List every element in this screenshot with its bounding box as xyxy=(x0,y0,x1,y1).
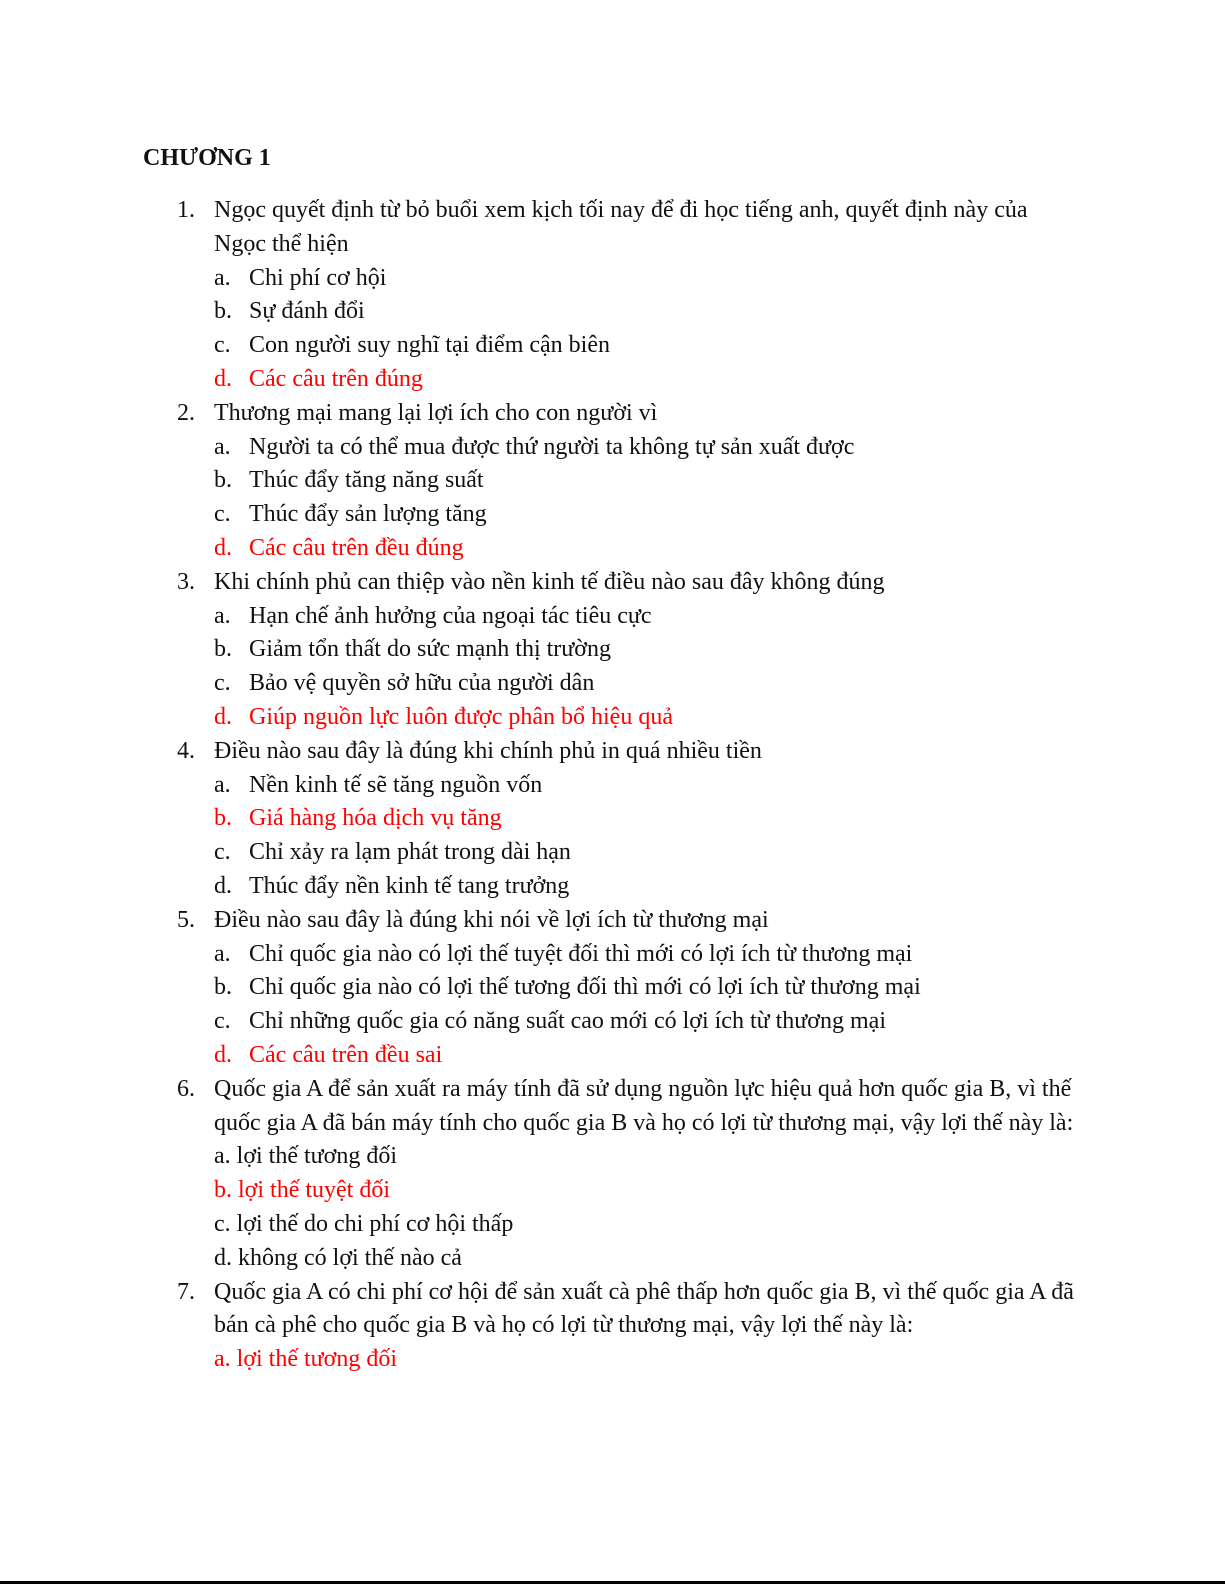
answer-option-correct xyxy=(0,532,1225,566)
answer-option xyxy=(0,262,1225,296)
question-row xyxy=(0,397,1225,431)
answer-option xyxy=(0,870,1225,904)
option-letter: d. xyxy=(214,365,232,392)
option-text: Bảo vệ quyền sở hữu của người dân xyxy=(249,670,595,697)
option-text: Giúp nguồn lực luôn được phân bổ hiệu quả xyxy=(249,703,673,730)
answer-option xyxy=(0,600,1225,634)
answer-option xyxy=(0,1005,1225,1039)
option-letter: c. xyxy=(214,839,231,866)
option-letter: a. xyxy=(214,264,231,291)
option-letter: b. xyxy=(214,805,232,832)
answer-option xyxy=(0,633,1225,667)
option-letter: c. xyxy=(214,501,231,528)
answer-option xyxy=(0,1242,1225,1276)
question-row xyxy=(0,1073,1225,1141)
option-letter: c. xyxy=(214,1008,231,1035)
answer-option-correct xyxy=(0,363,1225,397)
option-text: Con người suy nghĩ tại điểm cận biên xyxy=(249,332,610,359)
question-item xyxy=(0,194,1225,397)
answer-option-correct xyxy=(0,1174,1225,1208)
option-text: Giảm tổn thất do sức mạnh thị trường xyxy=(249,636,611,663)
option-letter: b. xyxy=(214,974,232,1001)
option-text: Thúc đẩy sản lượng tăng xyxy=(249,501,487,528)
option-letter: b. xyxy=(214,467,232,494)
question-number: 5. xyxy=(177,906,195,933)
question-row xyxy=(0,735,1225,769)
question-text: Điều nào sau đây là đúng khi nói về lợi ích từ thương mại xyxy=(214,906,769,933)
option-text: Thúc đẩy tăng năng suất xyxy=(249,467,484,494)
question-item xyxy=(0,397,1225,566)
option-letter: d. xyxy=(214,1041,232,1068)
option-text: Sự đánh đổi xyxy=(249,298,365,325)
option-letter: d. xyxy=(214,872,232,899)
answer-option xyxy=(0,667,1225,701)
option-letter: b. xyxy=(214,636,232,663)
option-text: Thúc đẩy nền kinh tế tang trưởng xyxy=(249,872,570,899)
option-text: Chỉ quốc gia nào có lợi thế tương đối thì mới có lợi ích từ thương mại xyxy=(249,974,921,1001)
question-text: Quốc gia A có chi phí cơ hội để sản xuất cà phê thấp hơn quốc gia B, vì thế quốc gia A đã bán cà phê cho quốc gia B và họ có lợi từ thương mại, vậy lợi thế này là: xyxy=(214,1278,1074,1339)
question-row xyxy=(0,194,1225,262)
question-text: Ngọc quyết định từ bỏ buổi xem kịch tối nay để đi học tiếng anh, quyết định này của Ngọc thể hiện xyxy=(214,197,1028,257)
question-number: 7. xyxy=(177,1278,195,1305)
option-list xyxy=(0,769,1225,904)
answer-option xyxy=(0,938,1225,972)
answer-option xyxy=(0,329,1225,363)
option-text: lợi thế do chi phí cơ hội thấp xyxy=(236,1210,514,1237)
question-item xyxy=(0,566,1225,735)
option-letter: b. xyxy=(214,1177,232,1204)
option-text: lợi thế tuyệt đối xyxy=(238,1177,391,1204)
question-number: 2. xyxy=(177,399,195,426)
option-text: không có lợi thế nào cả xyxy=(238,1244,462,1271)
question-number: 3. xyxy=(177,568,195,595)
answer-option-correct xyxy=(0,701,1225,735)
option-text: Các câu trên đều đúng xyxy=(249,534,464,561)
option-list xyxy=(0,1343,1225,1377)
option-text: Chỉ những quốc gia có năng suất cao mới có lợi ích từ thương mại xyxy=(249,1008,886,1035)
option-letter: a. xyxy=(214,771,231,798)
question-list xyxy=(0,194,1225,1377)
option-letter: a. xyxy=(214,1346,231,1373)
question-number: 6. xyxy=(177,1075,195,1102)
answer-option-correct xyxy=(0,802,1225,836)
answer-option-correct xyxy=(0,1039,1225,1073)
option-letter: c. xyxy=(214,332,231,359)
option-text: Các câu trên đúng xyxy=(249,365,423,392)
option-text: Hạn chế ảnh hưởng của ngoại tác tiêu cực xyxy=(249,602,652,629)
question-number: 4. xyxy=(177,737,195,764)
option-text: Người ta có thể mua được thứ người ta không tự sản xuất được xyxy=(249,433,855,460)
option-letter: a. xyxy=(214,433,231,460)
answer-option xyxy=(0,971,1225,1005)
question-row xyxy=(0,904,1225,938)
option-list xyxy=(0,431,1225,566)
question-item xyxy=(0,904,1225,1073)
question-text: Khi chính phủ can thiệp vào nền kinh tế điều nào sau đây không đúng xyxy=(214,568,885,595)
option-text: Chỉ xảy ra lạm phát trong dài hạn xyxy=(249,839,571,866)
option-list xyxy=(0,262,1225,397)
page-bottom-rule xyxy=(0,1581,1225,1584)
answer-option xyxy=(0,498,1225,532)
answer-option xyxy=(0,431,1225,465)
question-number: 1. xyxy=(177,197,195,223)
answer-option-correct xyxy=(0,1343,1225,1377)
option-letter: d. xyxy=(214,534,232,561)
option-letter: b. xyxy=(214,298,232,325)
option-list xyxy=(0,600,1225,735)
option-text: Giá hàng hóa dịch vụ tăng xyxy=(249,805,502,832)
option-letter: c. xyxy=(214,670,231,697)
question-text: Thương mại mang lại lợi ích cho con người vì xyxy=(214,399,658,426)
answer-option xyxy=(0,769,1225,803)
option-text: Chi phí cơ hội xyxy=(249,264,387,291)
option-text: lợi thế tương đối xyxy=(236,1143,398,1170)
option-list xyxy=(0,1140,1225,1275)
option-list xyxy=(0,938,1225,1073)
question-text: Quốc gia A để sản xuất ra máy tính đã sử dụng nguồn lực hiệu quả hơn quốc gia B, vì thế quốc gia A đã bán máy tính cho quốc gia B và họ có lợi từ thương mại, vậy lợi thế này là: xyxy=(214,1075,1074,1136)
answer-option xyxy=(0,1140,1225,1174)
option-letter: a. xyxy=(214,1143,231,1170)
answer-option xyxy=(0,464,1225,498)
question-item xyxy=(0,1276,1225,1377)
question-item xyxy=(0,735,1225,904)
option-letter: a. xyxy=(214,940,231,967)
option-letter: a. xyxy=(214,602,231,629)
option-text: Các câu trên đều sai xyxy=(249,1041,443,1068)
answer-option xyxy=(0,295,1225,329)
option-text: Nền kinh tế sẽ tăng nguồn vốn xyxy=(249,771,543,798)
answer-option xyxy=(0,1208,1225,1242)
option-letter: d. xyxy=(214,703,232,730)
option-text: lợi thế tương đối xyxy=(236,1346,398,1373)
option-text: Chỉ quốc gia nào có lợi thế tuyệt đối thì mới có lợi ích từ thương mại xyxy=(249,940,913,967)
option-letter: d. xyxy=(214,1244,232,1271)
question-row xyxy=(0,1276,1225,1344)
question-row xyxy=(0,566,1225,600)
option-letter: c. xyxy=(214,1210,231,1237)
question-item xyxy=(0,1073,1225,1276)
chapter-title: CHƯƠNG 1 xyxy=(143,145,271,171)
question-text: Điều nào sau đây là đúng khi chính phủ in quá nhiều tiền xyxy=(214,737,762,764)
answer-option xyxy=(0,836,1225,870)
